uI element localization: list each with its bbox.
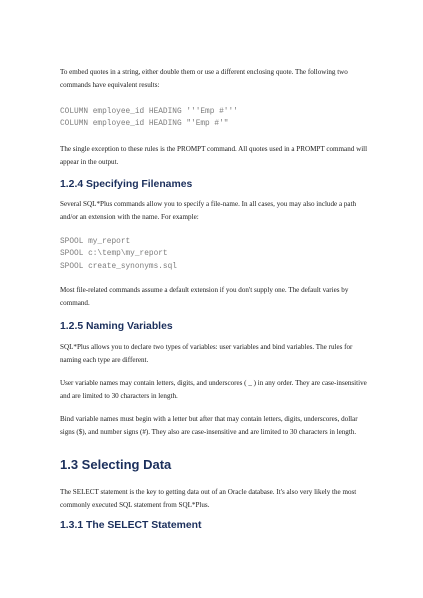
paragraph-default-extension: Most file-related commands assume a default extension if you don't supply one. The default varies by command. xyxy=(60,286,349,307)
heading-selecting-data: 1.3 Selecting Data xyxy=(60,457,172,472)
paragraph-select-statement: The SELECT statement is the key to getting data out of an Oracle database. It's also very likely the most commonly executed SQL statement from SQL*Plus. xyxy=(60,488,357,509)
paragraph-prompt-exception: The single exception to these rules is the PROMPT command. All quotes used in a PROMPT command will appear in the output. xyxy=(60,145,368,166)
code-block-spool: SPOOL my_report SPOOL c:\temp\my_report SPOOL create_synonyms.sql xyxy=(60,238,177,271)
heading-naming-variables: 1.2.5 Naming Variables xyxy=(60,321,173,332)
paragraph-filenames: Several SQL*Plus commands allow you to specify a file-name. In all cases, you may also include a path and/or an extension with the name. For example: xyxy=(60,200,357,221)
paragraph-bind-variables: Bind variable names must begin with a letter but after that may contain letters, digits, underscores, dollar signs ($), and number signs (#). They also are case-insensitive and are limited to 30 characters in length. xyxy=(60,415,358,436)
paragraph-embed-quotes: To embed quotes in a string, either double them or use a different enclosing quote. The following two commands have equivalent results: xyxy=(60,68,348,89)
heading-the-select-statement: 1.3.1 The SELECT Statement xyxy=(60,520,202,531)
paragraph-user-variables: User variable names may contain letters, digits, and underscores ( _ ) in any order. They are case-insensitive and are limited to 30 characters in length. xyxy=(60,379,367,400)
code-block-column-heading: COLUMN employee_id HEADING '''Emp #''' COLUMN employee_id HEADING "'Emp #'" xyxy=(60,108,238,129)
heading-specifying-filenames: 1.2.4 Specifying Filenames xyxy=(60,179,193,190)
paragraph-variable-types: SQL*Plus allows you to declare two types of variables: user variables and bind variables. The rules for naming each type are different. xyxy=(60,343,353,364)
